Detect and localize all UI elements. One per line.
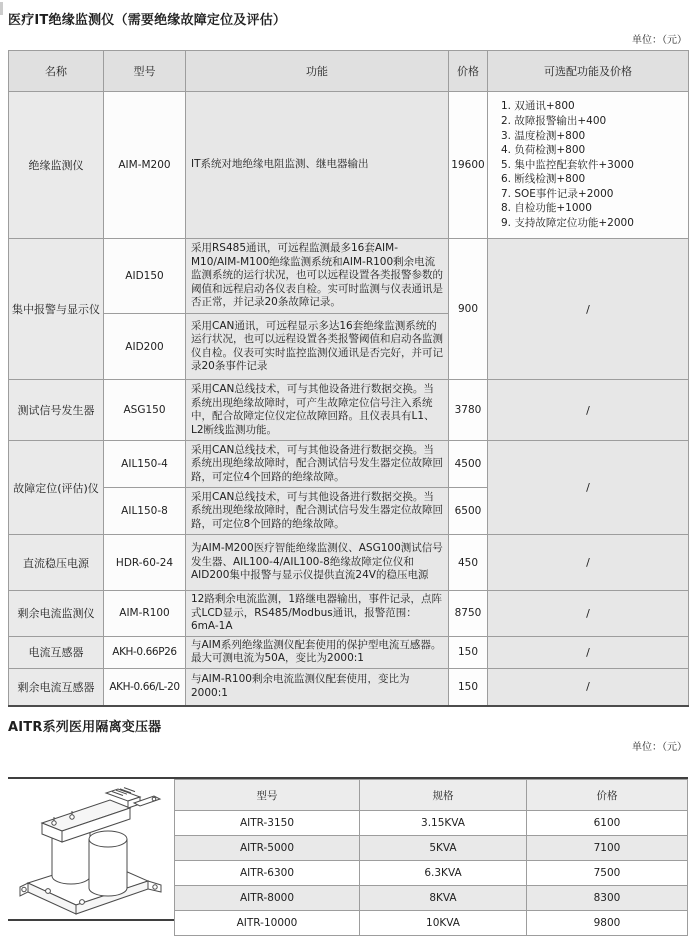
section2-unit-label: 单位：（元） bbox=[632, 742, 687, 753]
optional-functions-cell: / bbox=[488, 239, 689, 380]
function-cell: IT系统对地绝缘电阻监测、继电器输出 bbox=[186, 92, 449, 239]
spec-cell: 5KVA bbox=[360, 836, 527, 861]
optional-item: 5. 集中监控配套软件+3000 bbox=[501, 158, 634, 171]
optional-item: 6. 断线检测+800 bbox=[501, 173, 586, 186]
product-name-cell: 集中报警与显示仪 bbox=[9, 239, 104, 380]
model-cell: AID200 bbox=[104, 314, 186, 380]
column-header-spec: 规格 bbox=[360, 780, 527, 811]
optional-item: 9. 支持故障定位功能+2000 bbox=[501, 217, 634, 230]
optional-functions-cell: / bbox=[488, 441, 689, 535]
optional-functions-cell: / bbox=[488, 668, 689, 706]
table-row bbox=[175, 811, 688, 836]
spec-cell: 3.15KVA bbox=[360, 811, 527, 836]
spec-cell: 6.3KVA bbox=[360, 861, 527, 886]
table-row bbox=[9, 92, 689, 239]
function-cell: 与AIM系列绝缘监测仪配套使用的保护型电流互感器。最大可测电流为50A，变比为2000:1 bbox=[186, 636, 449, 668]
column-header-name: 名称 bbox=[9, 51, 104, 92]
model-cell: AITR-6300 bbox=[175, 861, 360, 886]
product-name-cell: 剩余电流互感器 bbox=[9, 668, 104, 706]
optional-functions-cell: / bbox=[488, 380, 689, 441]
product-name-cell: 直流稳压电源 bbox=[9, 535, 104, 591]
transformer-price-table bbox=[174, 779, 688, 936]
optional-functions-cell: / bbox=[488, 535, 689, 591]
price-cell: 8300 bbox=[527, 886, 688, 911]
transformer-section-band bbox=[8, 777, 688, 929]
price-cell: 4500 bbox=[449, 441, 488, 488]
function-cell: 采用CAN总线技术，可与其他设备进行数据交换。当系统出现绝缘故障时，配合测试信号发生器定位故障回路，可定位4个回路的绝缘故障。 bbox=[186, 441, 449, 488]
product-name-cell: 剩余电流监测仪 bbox=[9, 591, 104, 637]
price-cell: 150 bbox=[449, 636, 488, 668]
spec-cell: 8KVA bbox=[360, 886, 527, 911]
table-header-row bbox=[9, 51, 689, 92]
product-name-cell: 绝缘监测仪 bbox=[9, 92, 104, 239]
price-cell: 450 bbox=[449, 535, 488, 591]
price-cell: 3780 bbox=[449, 380, 488, 441]
model-cell: HDR-60-24 bbox=[104, 535, 186, 591]
transformer-drawing bbox=[16, 783, 166, 915]
price-cell: 7100 bbox=[527, 836, 688, 861]
model-cell: AID150 bbox=[104, 239, 186, 314]
model-cell: AITR-3150 bbox=[175, 811, 360, 836]
column-header-model: 型号 bbox=[175, 780, 360, 811]
function-cell: 采用CAN总线技术，可与其他设备进行数据交换。当系统出现绝缘故障时，配合测试信号发生器定位故障回路，可定位8个回路的绝缘故障。 bbox=[186, 488, 449, 535]
optional-item: 3. 温度检测+800 bbox=[501, 129, 586, 142]
optional-functions-cell: / bbox=[488, 636, 689, 668]
optional-item: 7. SOE事件记录+2000 bbox=[501, 187, 614, 200]
model-cell: ASG150 bbox=[104, 380, 186, 441]
column-header-price: 价格 bbox=[527, 780, 688, 811]
optional-item: 2. 故障报警输出+400 bbox=[501, 114, 607, 127]
price-cell: 9800 bbox=[527, 911, 688, 936]
function-cell: 12路剩余电流监测，1路继电器输出，事件记录，点阵式LCD显示，RS485/Modbus通讯，报警范围：6mA-1A bbox=[186, 591, 449, 637]
price-cell: 7500 bbox=[527, 861, 688, 886]
model-cell: AITR-5000 bbox=[175, 836, 360, 861]
product-name-cell: 电流互感器 bbox=[9, 636, 104, 668]
price-cell: 6100 bbox=[527, 811, 688, 836]
function-cell: 采用CAN通讯，可远程显示多达16套绝缘监测系统的运行状况，也可以远程设置各类报警阈值和启动各监测仪自检。仪表可实时监控监测仪通讯是否完好，并可记录20条事件记录 bbox=[186, 314, 449, 380]
section1-title: 医疗IT绝缘监测仪（需要绝缘故障定位及评估） bbox=[8, 13, 287, 28]
table-row bbox=[9, 380, 689, 441]
section1-unit-label: 单位：（元） bbox=[632, 35, 687, 46]
table-header-row bbox=[175, 780, 688, 811]
model-cell: AIM-M200 bbox=[104, 92, 186, 239]
optional-functions-cell: / bbox=[488, 591, 689, 637]
column-header-function: 功能 bbox=[186, 51, 449, 92]
product-name-cell: 测试信号发生器 bbox=[9, 380, 104, 441]
table-row bbox=[175, 911, 688, 936]
transformer-image-cell bbox=[8, 779, 174, 919]
table-row bbox=[175, 861, 688, 886]
table-row bbox=[9, 239, 689, 314]
column-header-model: 型号 bbox=[104, 51, 186, 92]
table-row bbox=[9, 591, 689, 637]
table-row bbox=[9, 535, 689, 591]
table-row bbox=[175, 886, 688, 911]
table-row bbox=[9, 441, 689, 488]
table-row bbox=[9, 668, 689, 706]
model-cell: AIL150-4 bbox=[104, 441, 186, 488]
function-cell: 为AIM-M200医疗智能绝缘监测仪、ASG100测试信号发生器、AIL100-4/AIL100-8绝缘故障定位仪和AID200集中报警与显示仪提供直流24V的稳压电源 bbox=[186, 535, 449, 591]
price-cell: 8750 bbox=[449, 591, 488, 637]
price-cell: 900 bbox=[449, 239, 488, 380]
table-row bbox=[9, 636, 689, 668]
model-cell: AIL150-8 bbox=[104, 488, 186, 535]
function-cell: 采用RS485通讯，可远程监测最多16套AIM-M10/AIM-M100绝缘监测系统和AIM-R100剩余电流监测系统的运行状况，也可以远程设置各类报警参数的阈值和远程启动各仪表自检。实可时监测与仪表通讯是否正常，并记录20条故障记录。 bbox=[186, 239, 449, 314]
model-cell: AITR-10000 bbox=[175, 911, 360, 936]
spec-cell: 10KVA bbox=[360, 911, 527, 936]
section2-title: AITR系列医用隔离变压器 bbox=[8, 720, 162, 735]
price-cell: 6500 bbox=[449, 488, 488, 535]
optional-item: 4. 负荷检测+800 bbox=[501, 144, 586, 157]
product-price-table bbox=[8, 50, 689, 707]
model-cell: AIM-R100 bbox=[104, 591, 186, 637]
column-header-price: 价格 bbox=[449, 51, 488, 92]
function-cell: 采用CAN总线技术，可与其他设备进行数据交换。当系统出现绝缘故障时，可产生故障定位信号注入系统中，配合故障定位仪定位故障回路。且仪表具有L1、L2断线监测功能。 bbox=[186, 380, 449, 441]
optional-item: 1. 双通讯+800 bbox=[501, 100, 575, 113]
price-cell: 19600 bbox=[449, 92, 488, 239]
product-name-cell: 故障定位(评估)仪 bbox=[9, 441, 104, 535]
function-cell: 与AIM-R100剩余电流监测仪配套使用，变比为2000:1 bbox=[186, 668, 449, 706]
optional-item: 8. 自检功能+1000 bbox=[501, 202, 592, 215]
scan-artifact bbox=[0, 2, 3, 15]
model-cell: AKH-0.66/L-20 bbox=[104, 668, 186, 706]
table-row bbox=[175, 836, 688, 861]
price-cell: 150 bbox=[449, 668, 488, 706]
column-header-optional: 可选配功能及价格 bbox=[488, 51, 689, 92]
model-cell: AKH-0.66P26 bbox=[104, 636, 186, 668]
optional-functions-cell bbox=[488, 92, 689, 239]
model-cell: AITR-8000 bbox=[175, 886, 360, 911]
